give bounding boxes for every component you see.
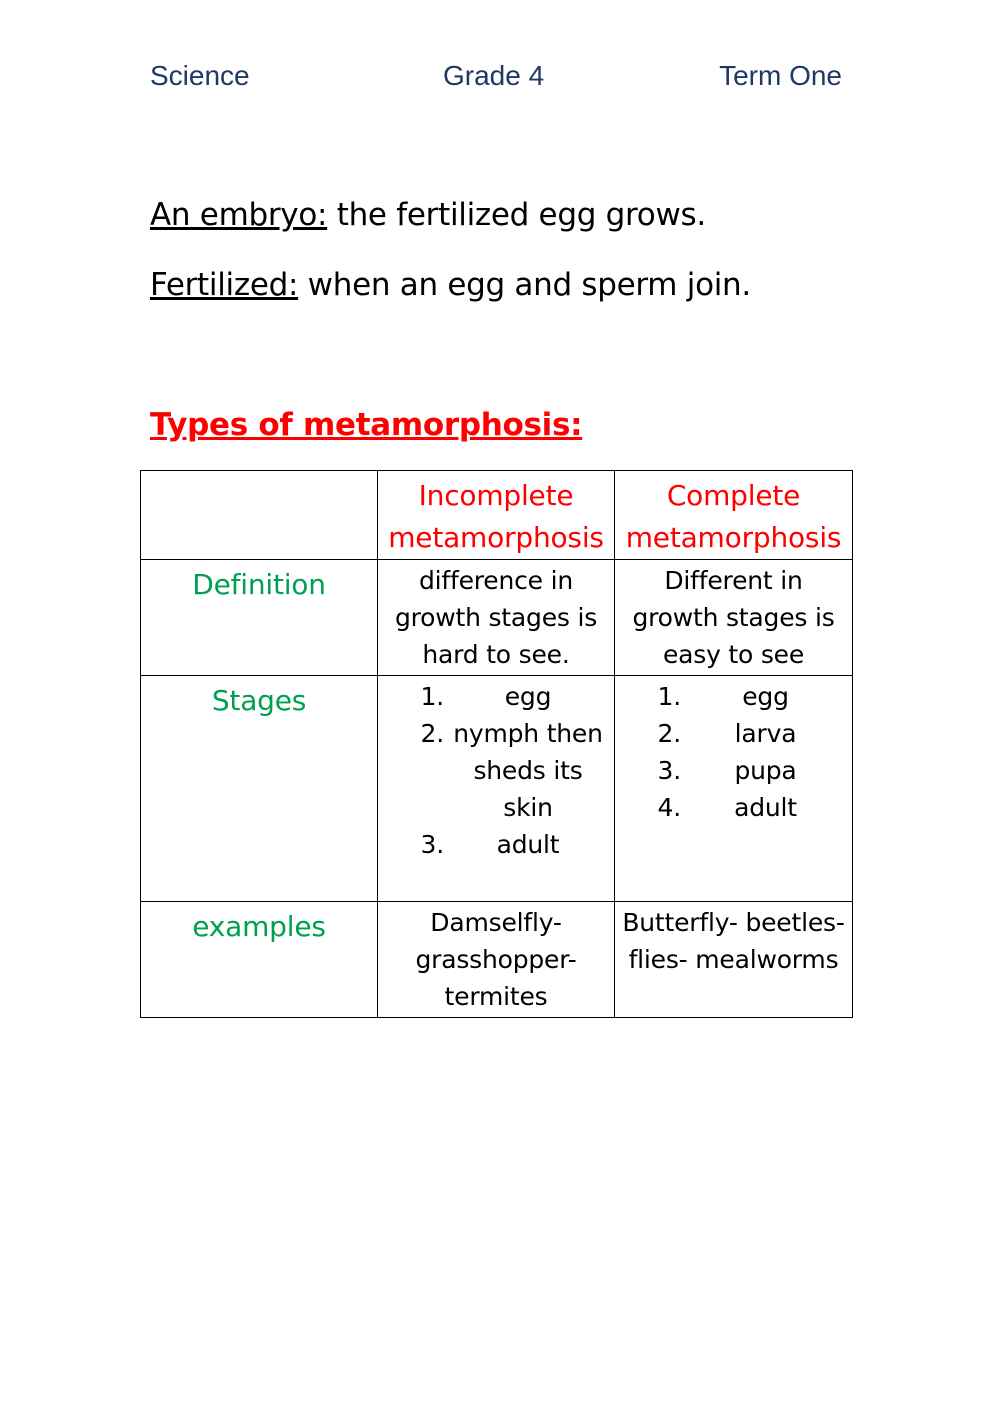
stages-complete-list xyxy=(619,678,848,826)
term-label: Term One xyxy=(719,60,842,91)
metamorphosis-table xyxy=(140,470,853,1018)
table-row xyxy=(141,676,853,902)
list-number: 2. xyxy=(657,719,681,748)
row-label-definition: Definition xyxy=(141,560,378,676)
definition-text: when an egg and sperm join. xyxy=(298,267,751,303)
list-number: 4. xyxy=(657,793,681,822)
definition-term: An embryo: xyxy=(150,197,328,233)
row-label-examples: examples xyxy=(141,902,378,1018)
table-corner-cell xyxy=(141,471,378,560)
table-header-row xyxy=(141,471,853,560)
list-item xyxy=(619,678,848,715)
section-title: Types of metamorphosis: xyxy=(150,407,583,443)
list-number: 3. xyxy=(420,830,444,859)
page-header xyxy=(150,60,842,100)
definition-complete-cell: Different in growth stages is easy to see xyxy=(615,560,853,676)
examples-incomplete-cell: Damselfly-grasshopper-termites xyxy=(378,902,615,1018)
subject-label: Science xyxy=(150,60,250,91)
list-item xyxy=(619,752,848,789)
definition-fertilized xyxy=(150,265,751,305)
list-text: pupa xyxy=(734,756,797,785)
list-number: 3. xyxy=(657,756,681,785)
list-item xyxy=(619,789,848,826)
column-header-complete: Complete metamorphosis xyxy=(615,471,853,560)
list-text: adult xyxy=(496,830,560,859)
table-row xyxy=(141,902,853,1018)
list-item xyxy=(382,678,610,715)
list-item xyxy=(382,715,610,826)
column-header-incomplete: Incomplete metamorphosis xyxy=(378,471,615,560)
list-text: nymph then sheds its skin xyxy=(453,719,603,822)
stages-incomplete-cell xyxy=(378,676,615,902)
row-label-stages: Stages xyxy=(141,676,378,902)
stages-incomplete-list xyxy=(382,678,610,863)
definition-text: the fertilized egg grows. xyxy=(327,197,706,233)
examples-complete-cell: Butterfly- beetles- flies- mealworms xyxy=(615,902,853,1018)
definition-incomplete-cell: difference in growth stages is hard to see. xyxy=(378,560,615,676)
list-number: 1. xyxy=(420,682,444,711)
list-item xyxy=(382,826,610,863)
list-text: egg xyxy=(504,682,552,711)
stages-complete-cell xyxy=(615,676,853,902)
list-number: 2. xyxy=(420,719,444,748)
table-row xyxy=(141,560,853,676)
list-text: egg xyxy=(742,682,789,711)
definition-term: Fertilized: xyxy=(150,267,299,303)
definition-embryo xyxy=(150,195,706,235)
grade-label: Grade 4 xyxy=(443,60,545,91)
list-item xyxy=(619,715,848,752)
list-text: adult xyxy=(734,793,797,822)
list-text: larva xyxy=(734,719,797,748)
list-number: 1. xyxy=(657,682,681,711)
